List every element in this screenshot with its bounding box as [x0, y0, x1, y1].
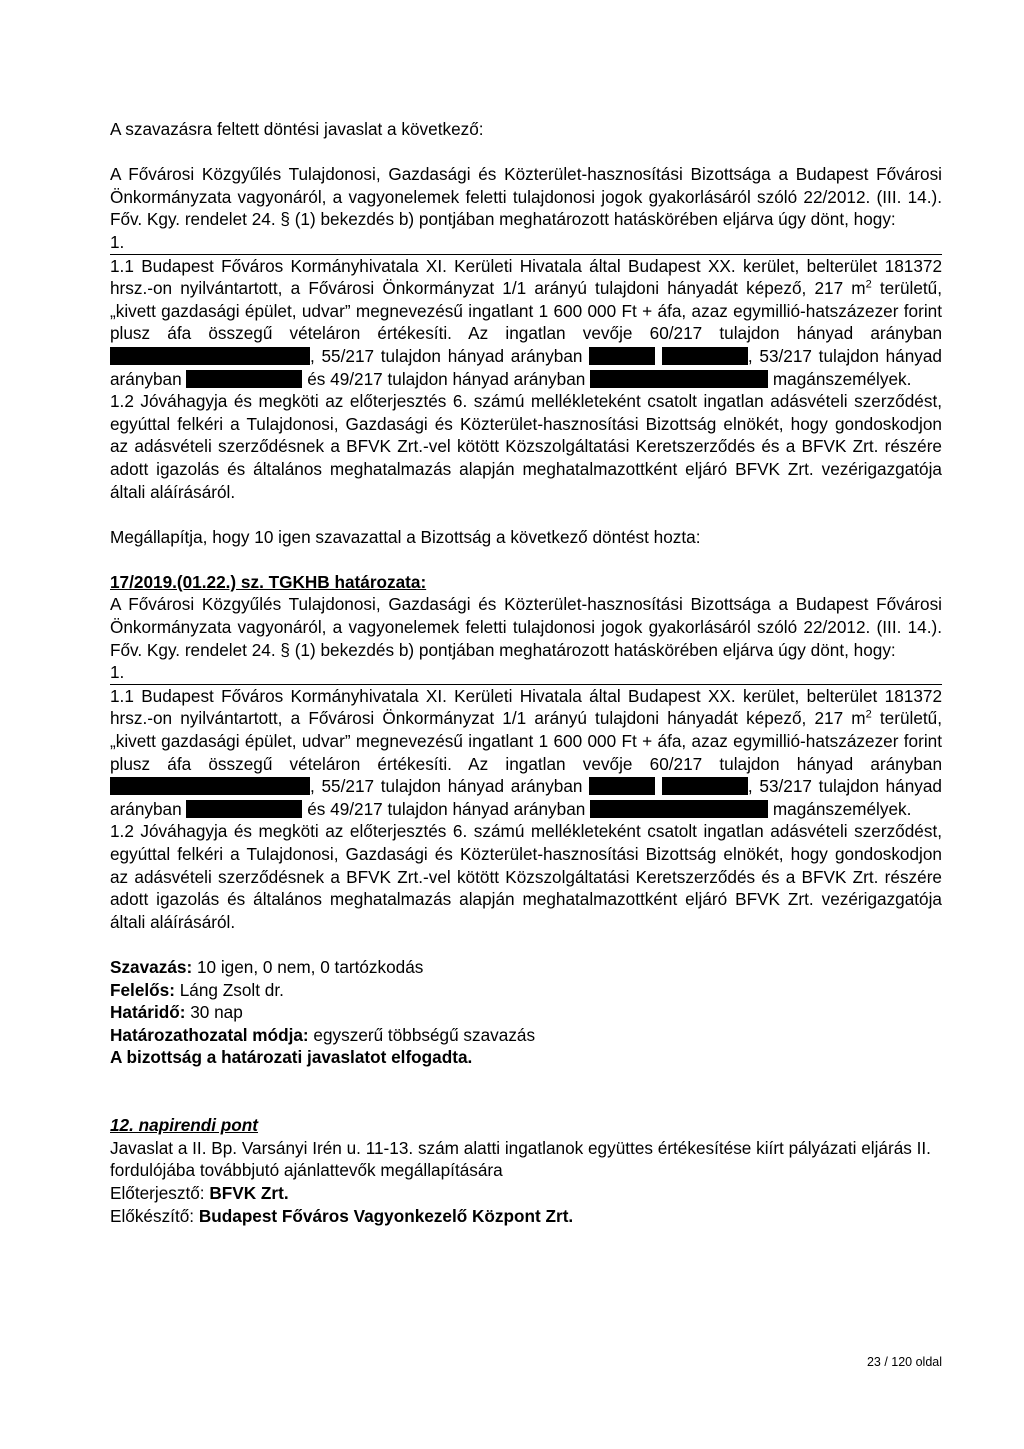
redaction-box	[590, 800, 768, 818]
resolution-block	[110, 571, 942, 934]
redaction-box	[590, 370, 768, 388]
finding-text: Megállapítja, hogy 10 igen szavazattal a Bizottság a következő döntést hozta:	[110, 526, 701, 547]
document-body	[110, 118, 942, 1227]
redaction-box	[186, 800, 302, 818]
resolution-title: 17/2019.(01.22.) sz. TGKHB határozata:	[110, 571, 427, 592]
proposal-block	[110, 163, 942, 503]
redaction-box	[110, 777, 310, 795]
redaction-box	[589, 777, 655, 795]
redaction-box	[186, 370, 302, 388]
resolution-point-1-2: 1.2 Jóváhagyja és megköti az előterjesztés 6. számú mellékleteként csatolt ingatlan adásvételi szerződést, egyúttal felkéri a Tulajdonosi, Gazdasági és Közterület-hasznosítási Bizottság elnökét, hogy gondoskodjon az adásvételi szerződésnek a BFVK Zrt.-vel kötött Közszolgáltatási Keretszerződés és a BFVK Zrt. részére adott igazolás és általános meghatalmazás alapján meghatalmazottként eljáró BFVK Zrt. vezérigazgatója általi aláírásáról.	[110, 821, 942, 932]
redaction-box	[662, 347, 748, 365]
accepted-line: A bizottság a határozati javaslatot elfogadta.	[110, 1047, 473, 1068]
proposal-point-1-1: 1.1 Budapest Főváros Kormányhivatala XI. Kerületi Hivatala által Budapest XX. kerület, belterület 181372 hrsz.-on nyilvántartott, a Fővárosi Önkormányzat 1/1 arányú tulajdoni hányadát képező, 217 $m^2$ területű, „kivett gazdasági épület, udvar” megnevezésű ingatlant 1 600 000 Ft + áfa, azaz egymillió-hatszázezer forint plusz áfa összegű vételáron értékesíti. Az ingatlan vevője 60/217 tulajdon hányad arányban , 55/217 tulajdon hányad arányban , 53/217 tulajdon hányad arányban és 49/217 tulajdon hányad arányban magánszemélyek.	[110, 255, 942, 389]
redaction-box	[589, 347, 655, 365]
page-number: 23 / 120 oldal	[866, 1355, 942, 1369]
presenter-line: Előterjesztő: BFVK Zrt.	[110, 1182, 289, 1203]
vote-line: Szavazás: 10 igen, 0 nem, 0 tartózkodás	[110, 956, 424, 977]
responsible-line: Felelős: Láng Zsolt dr.	[110, 979, 284, 1000]
redaction-box	[110, 347, 310, 365]
redaction-box	[662, 777, 748, 795]
deadline-line: Határidő: 30 nap	[110, 1002, 243, 1023]
preparer-line: Előkészítő: Budapest Főváros Vagyonkezelő Központ Zrt.	[110, 1205, 574, 1226]
decision-mode-line: Határozathozatal módja: egyszerű többségű szavazás	[110, 1024, 536, 1045]
intro-text: A szavazásra feltett döntési javaslat a következő:	[110, 119, 484, 139]
resolution-point-1-1: 1.1 Budapest Főváros Kormányhivatala XI. Kerületi Hivatala által Budapest XX. kerület, belterület 181372 hrsz.-on nyilvántartott, a Fővárosi Önkormányzat 1/1 arányú tulajdoni hányadát képező, 217 $m^2$ területű, „kivett gazdasági épület, udvar” megnevezésű ingatlant 1 600 000 Ft + áfa, azaz egymillió-hatszázezer forint plusz áfa összegű vételáron értékesíti. Az ingatlan vevője 60/217 tulajdon hányad arányban , 55/217 tulajdon hányad arányban , 53/217 tulajdon hányad arányban és 49/217 tulajdon hányad arányban magánszemélyek.	[110, 685, 942, 819]
agenda-title: 12. napirendi pont	[110, 1115, 259, 1136]
vote-block	[110, 956, 942, 1069]
proposal-point-number: 1.	[110, 231, 942, 255]
agenda-text: Javaslat a II. Bp. Varsányi Irén u. 11-13. szám alatti ingatlanok együttes értékesítése kiírt pályázati eljárás II. fordulójába továbbjutó ajánlattevők megállapítására	[110, 1137, 931, 1181]
resolution-preamble: A Fővárosi Közgyűlés Tulajdonosi, Gazdasági és Közterület-hasznosítási Bizottsága a Budapest Fővárosi Önkormányzata vagyonáról, a vagyonelemek feletti tulajdonosi jogok gyakorlásáról szóló 22/2012. (III. 14.). Főv. Kgy. rendelet 24. § (1) bekezdés b) pontjában meghatározott hatáskörében eljárva úgy dönt, hogy:	[110, 594, 942, 660]
proposal-preamble: A Fővárosi Közgyűlés Tulajdonosi, Gazdasági és Közterület-hasznosítási Bizottsága a Budapest Fővárosi Önkormányzata vagyonáról, a vagyonelemek feletti tulajdonosi jogok gyakorlásáról szóló 22/2012. (III. 14.). Főv. Kgy. rendelet 24. § (1) bekezdés b) pontjában meghatározott hatáskörében eljárva úgy dönt, hogy:	[110, 164, 942, 230]
agenda-block	[110, 1114, 942, 1227]
proposal-point-1-2: 1.2 Jóváhagyja és megköti az előterjesztés 6. számú mellékleteként csatolt ingatlan adásvételi szerződést, egyúttal felkéri a Tulajdonosi, Gazdasági és Közterület-hasznosítási Bizottság elnökét, hogy gondoskodjon az adásvételi szerződésnek a BFVK Zrt.-vel kötött Közszolgáltatási Keretszerződés és a BFVK Zrt. részére adott igazolás és általános meghatalmazás alapján meghatalmazottként eljáró BFVK Zrt. vezérigazgatója általi aláírásáról.	[110, 391, 942, 502]
resolution-point-number: 1.	[110, 661, 942, 685]
